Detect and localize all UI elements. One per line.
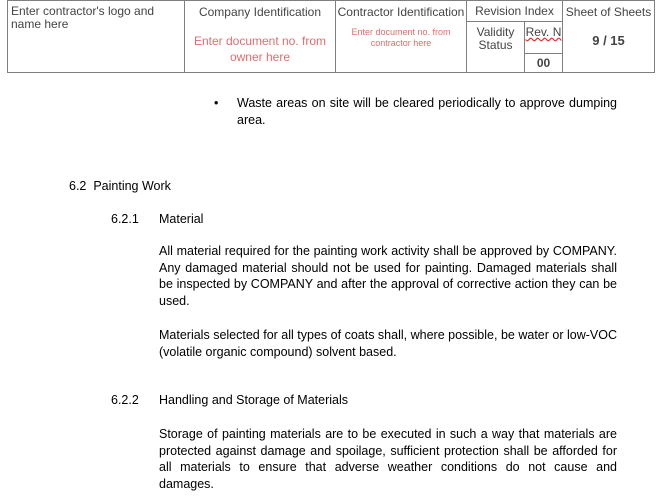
sheet-value: 9 / 15	[592, 33, 625, 48]
company-document-placeholder: Enter document no. from owner here	[193, 34, 327, 64]
contractor-identification-cell	[336, 1, 467, 73]
bullet-dot: •	[214, 96, 219, 110]
sheet-cell	[563, 1, 655, 73]
paragraph-storage: Storage of painting materials are to be executed in such a way that materials are protected against damage and spoilage, sufficient protection shall be afforded for all materials to ensure that adverse weather conditions do not cause and damages.	[159, 427, 617, 491]
subsection-title-6-2-1: Material	[159, 212, 204, 226]
section-heading-6-2: 6.2 Painting Work	[69, 179, 171, 193]
rev-no-cell	[525, 22, 563, 54]
company-identification-title: Company Identification	[198, 5, 322, 19]
sheet-title: Sheet of Sheets	[565, 5, 652, 19]
contractor-document-placeholder: Enter document no. from contractor here	[351, 27, 451, 48]
subsection-number-6-2-2: 6.2.2	[111, 393, 139, 407]
revision-index-title: Revision Index	[467, 1, 563, 22]
paragraph-material-voc: Materials selected for all types of coats shall, where possible, be water or low-VOC (volatile organic compound) solvent based.	[159, 328, 617, 359]
company-identification-cell	[185, 1, 336, 73]
validity-status-label: Validity Status	[467, 22, 525, 73]
bullet-text: Waste areas on site will be cleared periodically to approve dumping area.	[237, 96, 617, 127]
subsection-title-6-2-2: Handling and Storage of Materials	[159, 393, 349, 407]
contractor-identification-title: Contractor Identification	[337, 5, 465, 19]
paragraph-material-approval: All material required for the painting work activity shall be approved by COMPANY. Any damaged material should not be used for painting. Damaged materials shall be inspected by COMPANY and after the approval of corrective action they can be used.	[159, 244, 617, 308]
document-header-table	[7, 0, 655, 73]
subsection-number-6-2-1: 6.2.1	[111, 212, 139, 226]
rev-no-label: Rev. N	[525, 25, 562, 39]
rev-value: 00	[525, 54, 563, 73]
contractor-logo-placeholder: Enter contractor's logo and name here	[8, 1, 185, 73]
